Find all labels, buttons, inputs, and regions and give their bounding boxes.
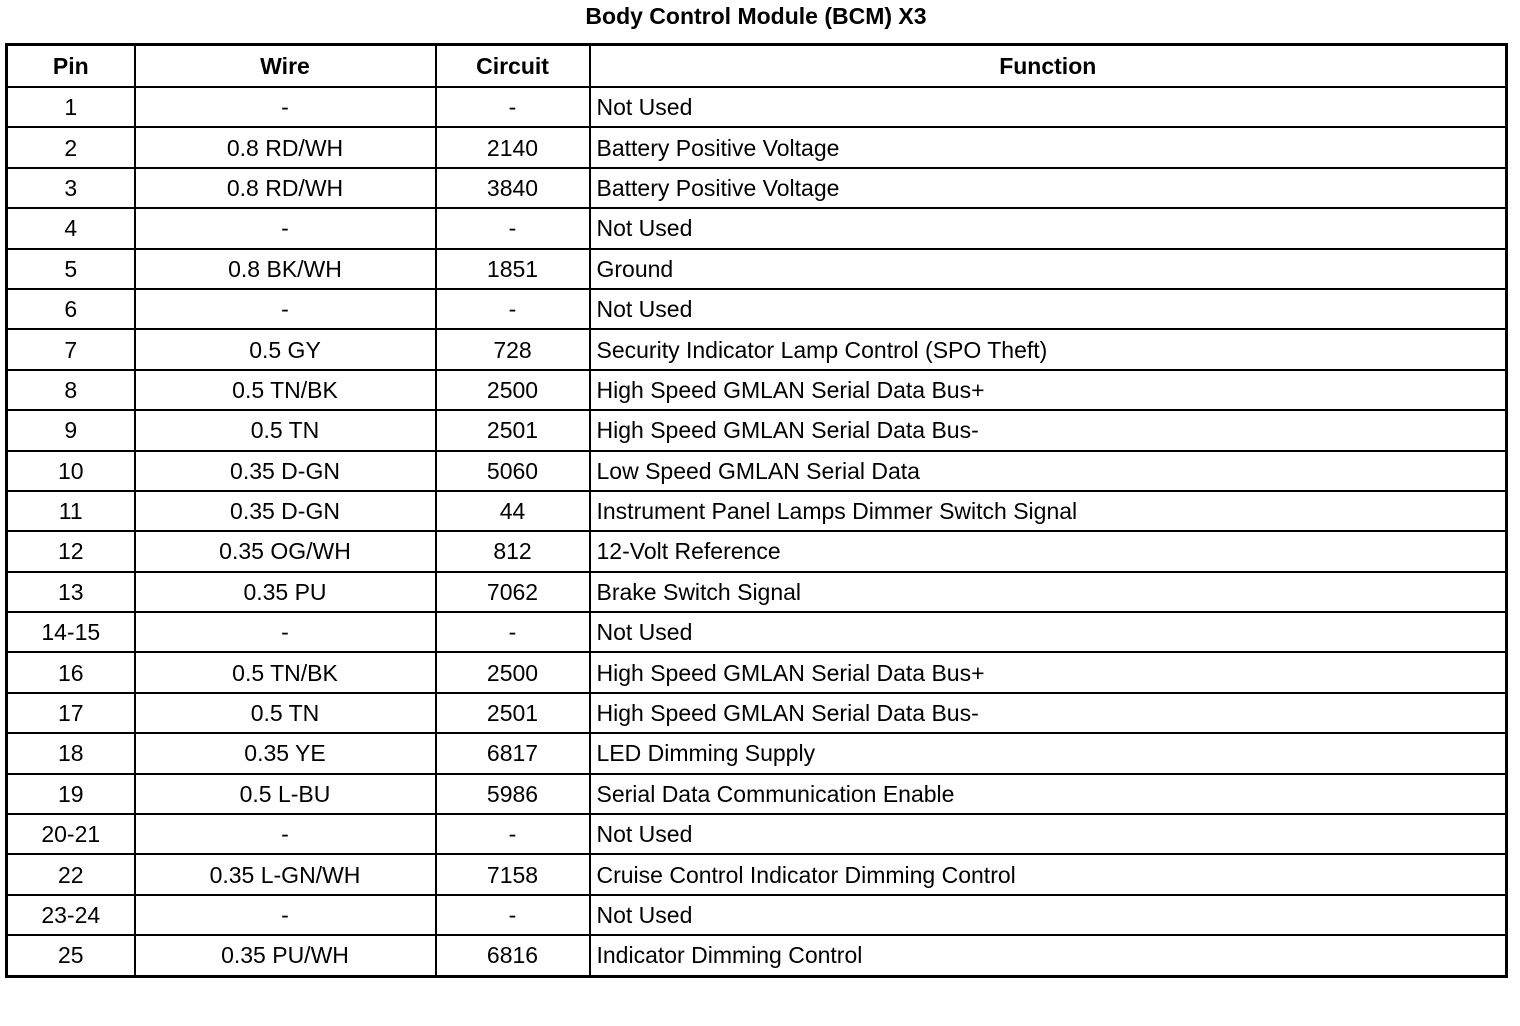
- table-row: [7, 774, 1507, 814]
- circuit-cell: 5060: [436, 451, 590, 491]
- wire-cell: 0.5 L-BU: [135, 774, 436, 814]
- function-cell: 12-Volt Reference: [590, 531, 1507, 571]
- pin-cell: 12: [7, 531, 135, 571]
- table-row: [7, 693, 1507, 733]
- circuit-cell: 2140: [436, 127, 590, 167]
- table-row: [7, 895, 1507, 935]
- table-row: [7, 814, 1507, 854]
- wire-cell: 0.8 BK/WH: [135, 249, 436, 289]
- table-body: [7, 87, 1507, 976]
- circuit-cell: 1851: [436, 249, 590, 289]
- function-cell: Battery Positive Voltage: [590, 127, 1507, 167]
- pin-cell: 19: [7, 774, 135, 814]
- table-row: [7, 572, 1507, 612]
- pin-cell: 20-21: [7, 814, 135, 854]
- circuit-cell: 2500: [436, 652, 590, 692]
- circuit-cell: 44: [436, 491, 590, 531]
- wire-cell: -: [135, 208, 436, 248]
- pin-cell: 7: [7, 329, 135, 369]
- function-cell: Brake Switch Signal: [590, 572, 1507, 612]
- circuit-cell: -: [436, 208, 590, 248]
- pin-cell: 6: [7, 289, 135, 329]
- wire-cell: 0.8 RD/WH: [135, 127, 436, 167]
- function-cell: Instrument Panel Lamps Dimmer Switch Signal: [590, 491, 1507, 531]
- wire-cell: 0.8 RD/WH: [135, 168, 436, 208]
- function-cell: Battery Positive Voltage: [590, 168, 1507, 208]
- pin-cell: 9: [7, 410, 135, 450]
- wire-cell: 0.35 D-GN: [135, 491, 436, 531]
- wire-cell: 0.5 TN/BK: [135, 370, 436, 410]
- circuit-cell: 7062: [436, 572, 590, 612]
- function-cell: LED Dimming Supply: [590, 733, 1507, 773]
- table-row: [7, 935, 1507, 976]
- function-cell: Not Used: [590, 895, 1507, 935]
- wire-cell: -: [135, 87, 436, 127]
- page-title: Body Control Module (BCM) X3: [585, 3, 927, 29]
- function-cell: Security Indicator Lamp Control (SPO Theft): [590, 329, 1507, 369]
- pin-cell: 23-24: [7, 895, 135, 935]
- pin-cell: 1: [7, 87, 135, 127]
- function-cell: Serial Data Communication Enable: [590, 774, 1507, 814]
- circuit-cell: -: [436, 87, 590, 127]
- pin-cell: 3: [7, 168, 135, 208]
- wire-cell: -: [135, 814, 436, 854]
- pin-cell: 11: [7, 491, 135, 531]
- function-cell: Not Used: [590, 289, 1507, 329]
- function-cell: High Speed GMLAN Serial Data Bus-: [590, 410, 1507, 450]
- circuit-cell: 7158: [436, 854, 590, 894]
- circuit-cell: 812: [436, 531, 590, 571]
- function-cell: Not Used: [590, 612, 1507, 652]
- table-row: [7, 451, 1507, 491]
- circuit-cell: 2501: [436, 410, 590, 450]
- table-row: [7, 531, 1507, 571]
- column-header-function: Function: [590, 45, 1507, 88]
- circuit-cell: -: [436, 289, 590, 329]
- function-cell: High Speed GMLAN Serial Data Bus+: [590, 652, 1507, 692]
- circuit-cell: -: [436, 612, 590, 652]
- column-header-wire: Wire: [135, 45, 436, 88]
- circuit-cell: -: [436, 814, 590, 854]
- pin-cell: 16: [7, 652, 135, 692]
- table-row: [7, 733, 1507, 773]
- wire-cell: 0.35 OG/WH: [135, 531, 436, 571]
- circuit-cell: -: [436, 895, 590, 935]
- circuit-cell: 2501: [436, 693, 590, 733]
- wire-cell: 0.5 TN: [135, 410, 436, 450]
- table-row: [7, 289, 1507, 329]
- pin-cell: 17: [7, 693, 135, 733]
- circuit-cell: 2500: [436, 370, 590, 410]
- wire-cell: 0.5 TN: [135, 693, 436, 733]
- wire-cell: 0.35 YE: [135, 733, 436, 773]
- pin-cell: 10: [7, 451, 135, 491]
- function-cell: Not Used: [590, 87, 1507, 127]
- pin-cell: 14-15: [7, 612, 135, 652]
- pin-cell: 22: [7, 854, 135, 894]
- pin-cell: 25: [7, 935, 135, 976]
- table-row: [7, 329, 1507, 369]
- table-row: [7, 249, 1507, 289]
- pin-cell: 2: [7, 127, 135, 167]
- table-row: [7, 168, 1507, 208]
- pin-cell: 4: [7, 208, 135, 248]
- circuit-cell: 5986: [436, 774, 590, 814]
- table-row: [7, 854, 1507, 894]
- table-row: [7, 127, 1507, 167]
- function-cell: Not Used: [590, 814, 1507, 854]
- function-cell: Cruise Control Indicator Dimming Control: [590, 854, 1507, 894]
- function-cell: Ground: [590, 249, 1507, 289]
- circuit-cell: 6816: [436, 935, 590, 976]
- circuit-cell: 728: [436, 329, 590, 369]
- table-row: [7, 612, 1507, 652]
- column-header-circuit: Circuit: [436, 45, 590, 88]
- wire-cell: -: [135, 612, 436, 652]
- wire-cell: 0.35 PU/WH: [135, 935, 436, 976]
- function-cell: Low Speed GMLAN Serial Data: [590, 451, 1507, 491]
- table-row: [7, 652, 1507, 692]
- circuit-cell: 6817: [436, 733, 590, 773]
- wire-cell: 0.35 D-GN: [135, 451, 436, 491]
- wire-cell: -: [135, 895, 436, 935]
- table-header-row: [7, 45, 1507, 88]
- wire-cell: 0.5 TN/BK: [135, 652, 436, 692]
- column-header-pin: Pin: [7, 45, 135, 88]
- table-row: [7, 491, 1507, 531]
- wire-cell: 0.5 GY: [135, 329, 436, 369]
- table-row: [7, 370, 1507, 410]
- function-cell: High Speed GMLAN Serial Data Bus+: [590, 370, 1507, 410]
- pinout-table: [5, 43, 1508, 978]
- pin-cell: 13: [7, 572, 135, 612]
- table-row: [7, 208, 1507, 248]
- table-row: [7, 410, 1507, 450]
- wire-cell: 0.35 PU: [135, 572, 436, 612]
- function-cell: Indicator Dimming Control: [590, 935, 1507, 976]
- pin-cell: 8: [7, 370, 135, 410]
- table-row: [7, 87, 1507, 127]
- function-cell: Not Used: [590, 208, 1507, 248]
- function-cell: High Speed GMLAN Serial Data Bus-: [590, 693, 1507, 733]
- wire-cell: -: [135, 289, 436, 329]
- pin-cell: 18: [7, 733, 135, 773]
- circuit-cell: 3840: [436, 168, 590, 208]
- pin-cell: 5: [7, 249, 135, 289]
- wire-cell: 0.35 L-GN/WH: [135, 854, 436, 894]
